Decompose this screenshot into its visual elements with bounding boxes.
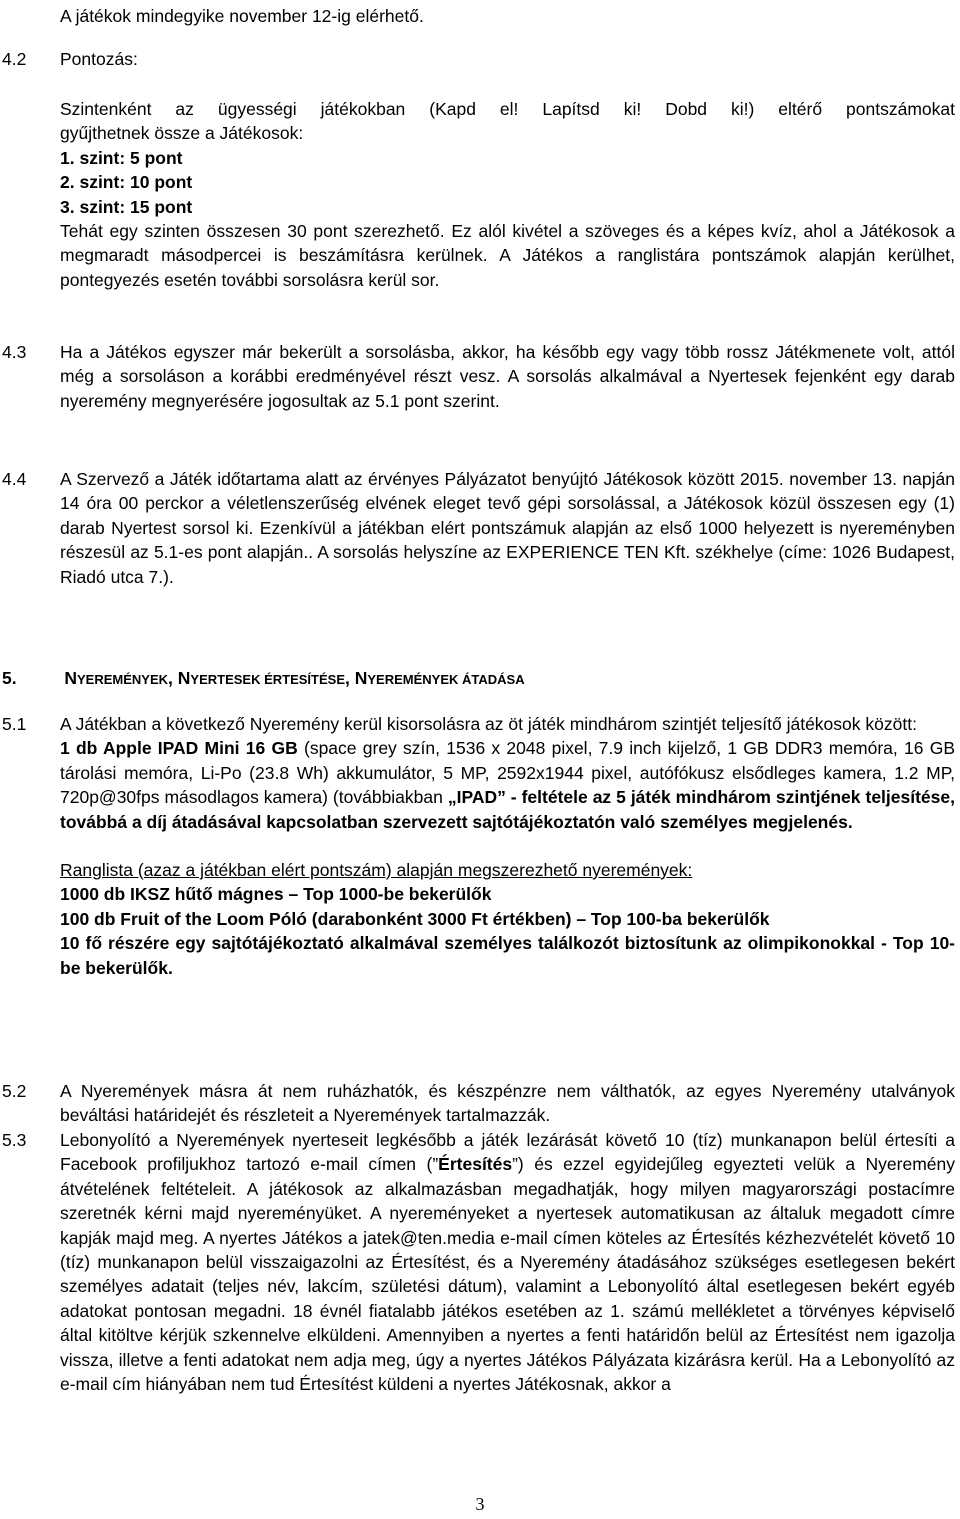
section-5-1-number: 5.1 xyxy=(2,714,27,734)
section-5-1-body xyxy=(60,712,955,980)
ranking-prize-top-1000: 1000 db IKSZ hűtő mágnes – Top 1000-be bekerülők xyxy=(60,884,492,905)
section-4-3-number: 4.3 xyxy=(2,342,27,362)
section-5-2-number: 5.2 xyxy=(2,1081,27,1101)
scoring-intro-line-2: gyűjthetnek össze a Játékosok: xyxy=(60,123,304,144)
ranking-prize-top-10: 10 fő részére egy sajtótájékoztató alkalmával személyes találkozót biztosítunk az olimpikonokkal - Top 10-be bekerülők. xyxy=(60,933,955,978)
section-4-2-heading: Pontozás: xyxy=(60,49,138,69)
ranking-prize-top-100: 100 db Fruit of the Loom Póló (darabonként 3000 Ft értékben) – Top 100-ba bekerülők xyxy=(60,908,770,929)
section-5-3-number: 5.3 xyxy=(2,1130,27,1150)
page-number: 3 xyxy=(475,1494,485,1514)
ranking-heading: Ranglista (azaz a játékban elért pontszám) alapján megszerezhető nyeremények: xyxy=(60,860,693,881)
section-4-2-body xyxy=(60,97,955,292)
scoring-intro-line-1: Szintenként az ügyességi játékokban (Kapd el! Lapítsd ki! Dobd ki!) eltérő pontszámokat xyxy=(60,99,955,119)
prize-intro: A Játékban a következő Nyeremény kerül kisorsolásra az öt játék mindhárom szintjét teljesítő játékosok között: xyxy=(60,714,917,734)
intro-line: A játékok mindegyike november 12-ig elérhető. xyxy=(60,6,424,26)
section-5-heading: 5. NYEREMÉNYEK, NYERTESEK ÉRTESÍTÉSE, NYEREMÉNYEK ÁTADÁSA xyxy=(2,668,525,688)
main-prize-paragraph: 1 db Apple IPAD Mini 16 GB (space grey szín, 1536 x 2048 pixel, 7.9 inch kijelző, 1 GB DDR3 memóra, 16 GB tárolási memóra, Li-Po (23.8 Wh) akkumulátor, 5 MP, 2592x1944 pixel, autófókusz elsődleges kamera, 1.2 MP, 720p@30fps másodlagos kamera) (továbbiakban „IPAD” - feltétele az 5 játék mindhárom szintjének teljesítése, továbbá a díj átadásával kapcsolatban szervezett sajtótájékoztatón való személyes megjelenés. xyxy=(60,738,955,832)
section-5-2-paragraph: A Nyeremények másra át nem ruházhatók, és készpénzre nem válthatók, az egyes Nyeremény utalványok beváltási határidejét és részleteit a Nyeremények tartalmazzák. xyxy=(60,1081,955,1126)
section-4-2-number: 4.2 xyxy=(2,49,27,69)
section-4-4-paragraph: A Szervező a Játék időtartama alatt az érvényes Pályázatot benyújtó Játékosok között 2015. november 13. napján 14 óra 00 perckor a véletlenszerűség elvének eleget tevő gépi sorsolással, a Játékosok közül összesen egy (1) darab Nyertest sorsol ki. Ezenkívül a játékban elért pontszámuk alapján az első 1000 helyezett is nyereményben részesül az 5.1-es pont alapján.. A sorsolás helyszíne az EXPERIENCE TEN Kft. székhelye (címe: 1026 Budapest, Riadó utca 7.). xyxy=(60,469,955,587)
section-4-3-paragraph: Ha a Játékos egyszer már bekerült a sorsolásba, akkor, ha később egy vagy több rossz Játékmenete volt, attól még a sorsoláson a korábbi eredményével részt vesz. A sorsolás alkalmával a Nyertesek fejenként egy darab nyeremény megnyerésére jogosultak az 5.1 pont szerint. xyxy=(60,342,955,411)
section-4-4-number: 4.4 xyxy=(2,469,27,489)
section-5-3-paragraph: Lebonyolító a Nyeremények nyerteseit legkésőbb a játék lezárását követő 10 (tíz) munkanapon belül értesíti a Facebook profiljukhoz tartozó e-mail címen (”Értesítés”) és ezzel egyidejűleg egyezteti velük a Nyeremény átvételének feltételeit. A játékosok az alkalmazásban megadhatják, hogy milyen magyarországi postacímre szeretnék kérni majd nyereményüket. A nyereményeket a nyertesek automatikusan az általuk megadott címre kapják majd meg. A nyertes Játékos a jatek@ten.media e-mail címen köteles az Értesítés kézhezvételét követő 10 (tíz) munkanapon belül visszaigazolni az Értesítést, és a Nyeremény átadásához szükséges esetlegesen bekért személyes adatait (teljes név, lakcím, születési dátum), valamint a Lebonyolító által esetlegesen bekért egyéb adatokat pontosan megadni. 18 évnél fiatalabb játékos esetében az 1. számú mellékletet a törvényes képviselő által kitöltve kérjük szkennelve elküldeni. Amennyiben a nyertes a fenti határidőn belül az Értesítést nem igazolja vissza, illetve a fenti adatokat nem adja meg, úgy a nyertes Játékos Pályázata kizárásra kerül. Ha a Lebonyolító az e-mail cím hiányában nem tud Értesítést küldeni a nyertes Játékosnak, akkor a xyxy=(60,1130,956,1395)
level-1-points: 1. szint: 5 pont xyxy=(60,147,183,168)
scoring-summary-paragraph: Tehát egy szinten összesen 30 pont szerezhető. Ez alól kivétel a szöveges és a képes kvíz, ahol a Játékosok a megmaradt másodpercei is beszámításra kerülnek. A Játékos a ranglistára pontszámok alapján kerülhet, pontegyezés esetén további sorsolásra kerül sor. xyxy=(60,221,955,290)
level-3-points: 3. szint: 15 pont xyxy=(60,196,193,217)
level-2-points: 2. szint: 10 pont xyxy=(60,172,193,193)
